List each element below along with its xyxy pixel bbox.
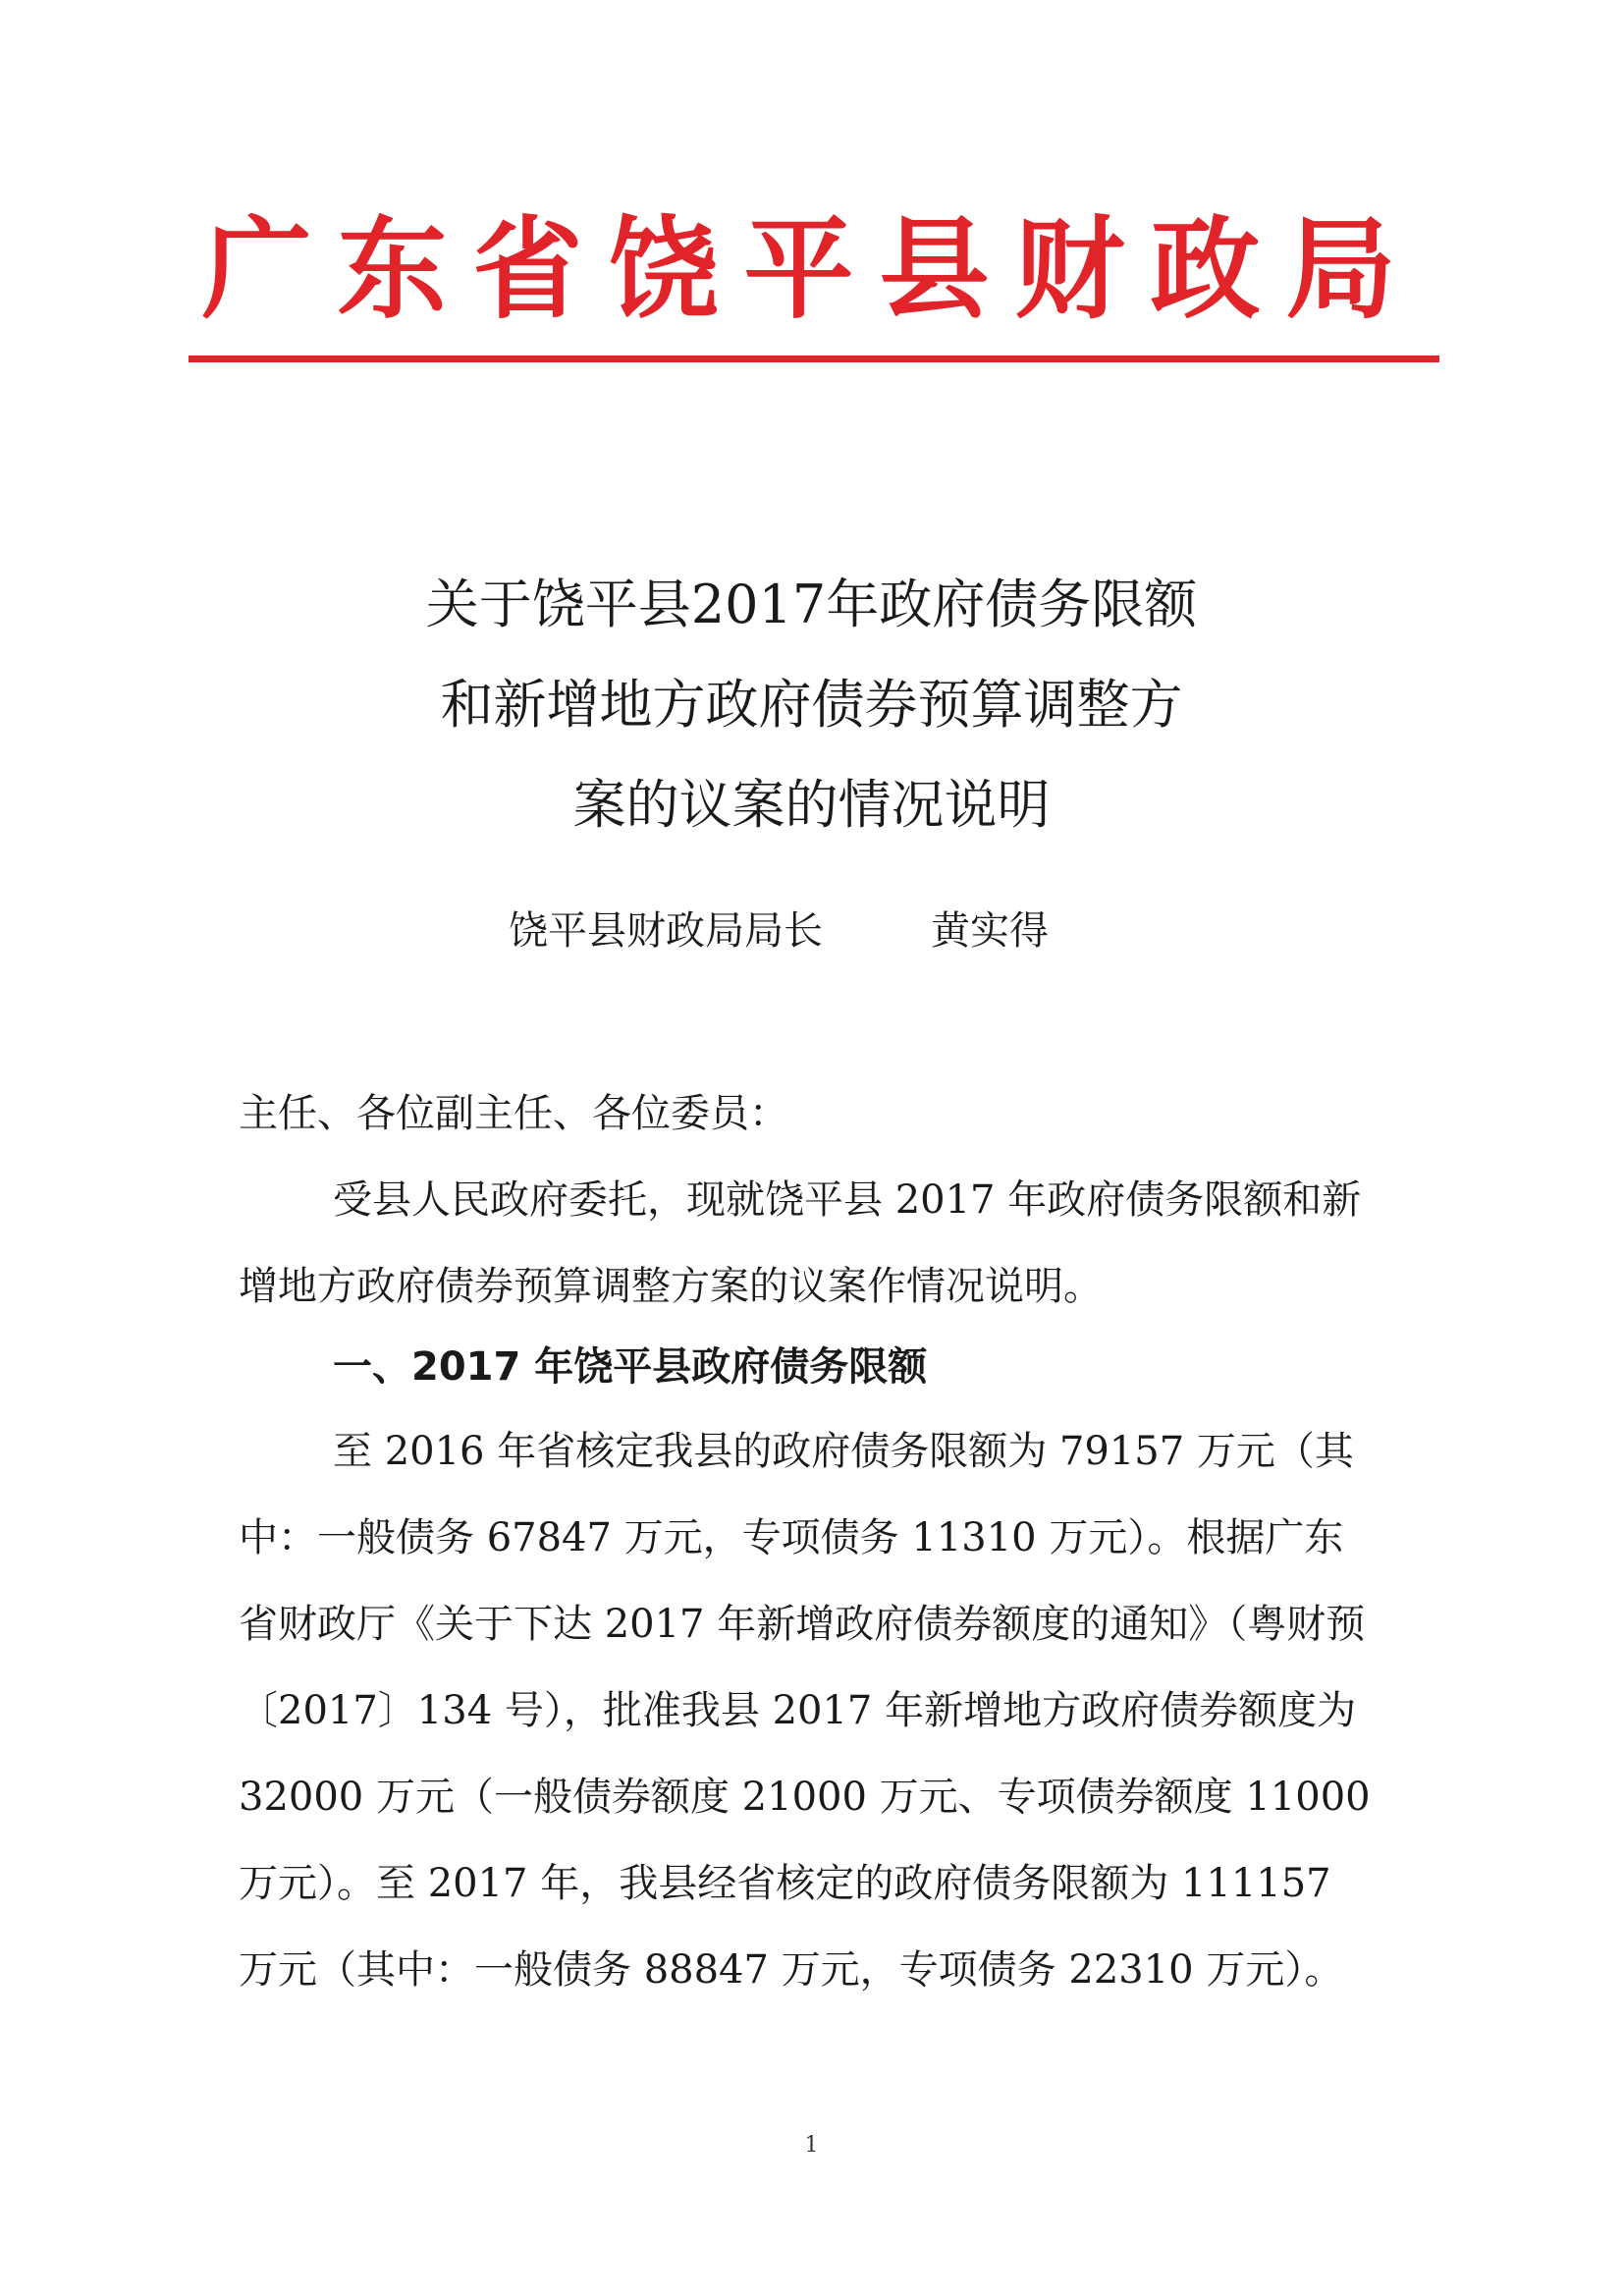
document-title-line-2: 和新增地方政府债券预算调整方 <box>440 674 1183 736</box>
agency-letterhead-title: 广东省饶平县财政局 <box>201 205 1422 334</box>
page-number: 1 <box>804 2133 819 2158</box>
document-title-line-3: 案的议案的情况说明 <box>572 774 1051 836</box>
presenter-name: 黄实得 <box>931 908 1049 954</box>
paragraph-debt-limit: 至 2016 年省核定我县的政府债务限额为 79157 万元（其中：一般债务 67847 万元，专项债务 11310 万元）。根据广东省财政厅《关于下达 2017 年新增政府债券额度的通知》（粤财预〔2017〕134 号），批准我县 2017 年新增地方政府债券额度为 32000 万元（一般债券额度 21000 万元、专项债券额度 11000 万元）。至 2017 年，我县经省核定的政府债务限额为 111157 万元（其中：一般债务 88847 万元，专项债务 22310 万元）。 <box>239 1429 1371 1993</box>
document-title-line-1: 关于饶平县2017年政府债务限额 <box>425 574 1198 635</box>
letterhead-red-rule <box>189 355 1439 362</box>
presenter-title: 饶平县财政局局长 <box>509 908 823 954</box>
salutation: 主任、各位副主任、各位委员： <box>239 1091 788 1136</box>
presenter-line <box>509 903 1049 958</box>
paragraph-intro: 受县人民政府委托，现就饶平县 2017 年政府债务限额和新增地方政府债券预算调整方案的议案作情况说明。 <box>239 1177 1362 1309</box>
section-heading-1: 一、2017 年饶平县政府债务限额 <box>333 1344 928 1390</box>
document-title <box>0 555 1623 855</box>
